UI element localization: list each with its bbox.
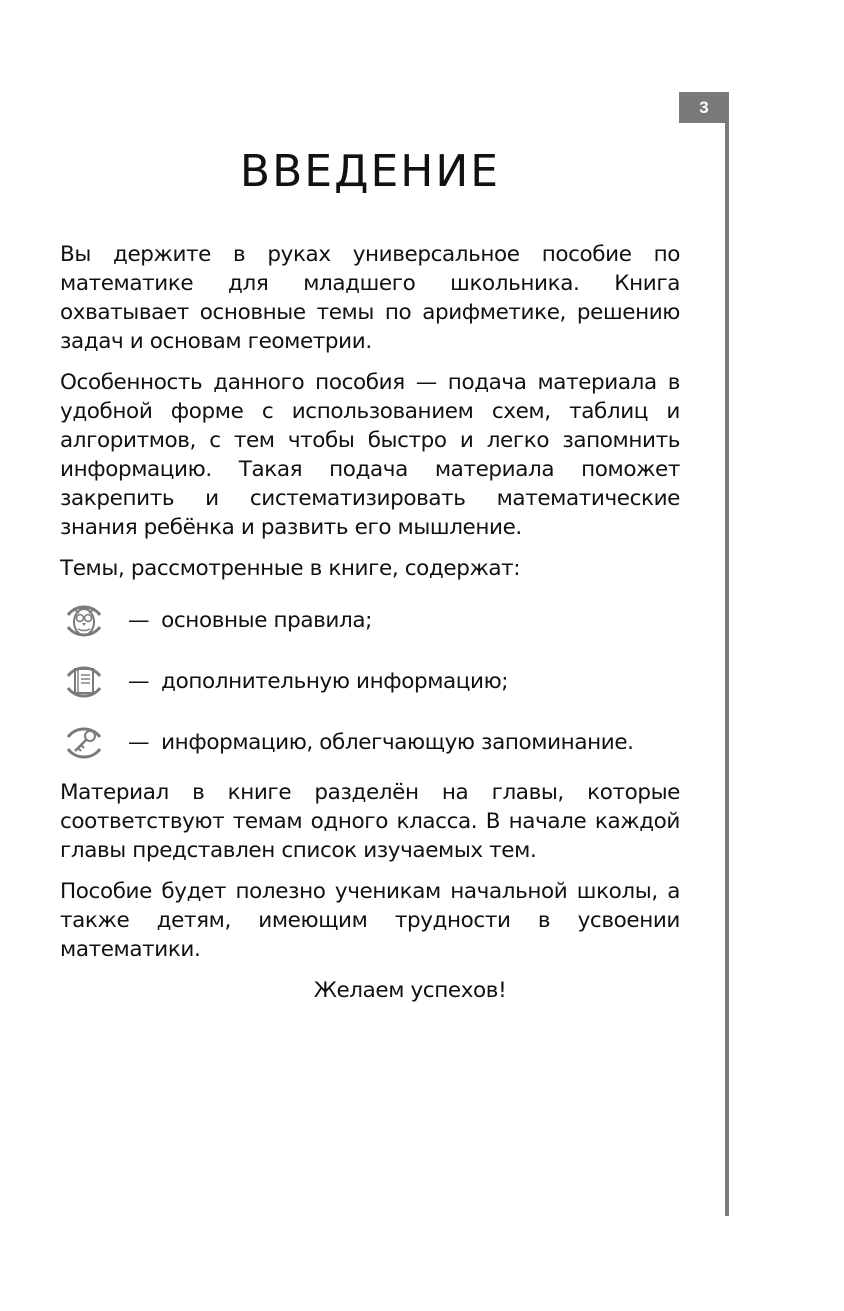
legend-dash: — xyxy=(128,668,150,694)
legend-dash: — xyxy=(128,607,150,633)
legend-item-memory xyxy=(60,717,680,767)
paragraph-intro: Вы держите в руках универсальное пособие по математике для младшего школьника. Книга охватывает основные темы по арифметике, решению задач и основам геометрии. xyxy=(60,242,680,354)
book-icon xyxy=(60,656,108,706)
side-margin-line xyxy=(725,120,729,1216)
legend-text: информацию, облегчающую запоминание. xyxy=(161,729,634,755)
legend-item-extra xyxy=(60,656,680,706)
page-number: 3 xyxy=(699,97,709,117)
legend-text: дополнительную информацию; xyxy=(161,668,509,694)
legend-item-rules xyxy=(60,595,680,645)
key-icon xyxy=(60,717,108,767)
paragraph-audience: Пособие будет полезно ученикам начальной школы, а также детям, имеющим трудности в усвоении математики. xyxy=(60,879,680,962)
page-title: ВВЕДЕНИЕ xyxy=(239,146,501,197)
paragraph-features: Особенность данного пособия — подача материала в удобной форме с использованием схем, таблиц и алгоритмов, с тем чтобы быстро и легко запомнить информацию. Такая подача материала поможет закрепить и систематизировать математические знания ребёнка и развить его мышление. xyxy=(60,370,680,540)
legend-text: основные правила; xyxy=(161,607,372,633)
owl-icon xyxy=(60,595,108,645)
legend-dash: — xyxy=(128,729,150,755)
closing-wish: Желаем успехов! xyxy=(313,978,507,1003)
page-number-tab xyxy=(679,92,729,123)
paragraph-chapters: Материал в книге разделён на главы, которые соответствуют темам одного класса. В начале каждой главы представлен список изучаемых тем. xyxy=(60,780,680,863)
page-body xyxy=(60,240,680,1005)
paragraph-topics-intro: Темы, рассмотренные в книге, содержат: xyxy=(60,556,521,581)
